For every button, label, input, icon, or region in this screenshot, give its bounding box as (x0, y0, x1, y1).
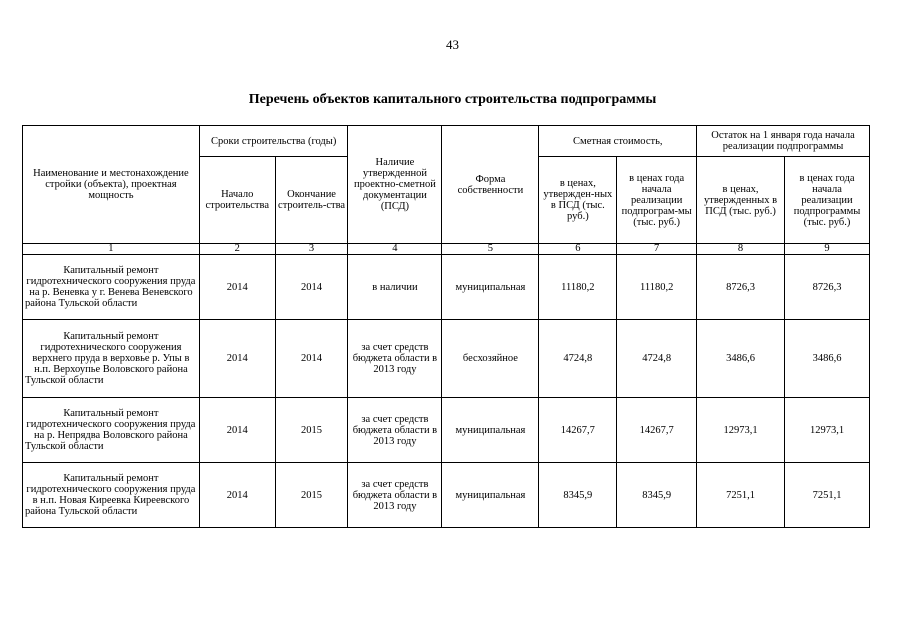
column-number: 8 (697, 244, 785, 255)
cost-current-cell: 8345,9 (617, 463, 697, 528)
header-cost-approved: в ценах, утвержден-ных в ПСД (тыс. руб.) (539, 157, 617, 244)
ownership-cell: муниципальная (442, 255, 539, 320)
header-name: Наименование и местонахождение стройки (объекта), проектная мощность (23, 126, 200, 244)
column-number: 4 (348, 244, 442, 255)
psd-cell: за счет средств бюджета области в 2013 году (348, 463, 442, 528)
header-remain-current: в ценах года начала реализации подпрограммы (тыс. руб.) (785, 157, 870, 244)
object-name-cell: Капитальный ремонт гидротехнического сооружения верхнего пруда в верховье р. Упы в н.п. Верхоупье Воловского района Тульской области (23, 320, 200, 398)
object-name-cell: Капитальный ремонт гидротехнического сооружения пруда в н.п. Новая Киреевка Киреевского района Тульской области (23, 463, 200, 528)
header-terms-group: Сроки строительства (годы) (199, 126, 348, 157)
header-remain-approved: в ценах, утвержденных в ПСД (тыс. руб.) (697, 157, 785, 244)
table-header (23, 126, 870, 255)
table-row (23, 320, 870, 398)
remain-current-cell: 12973,1 (785, 398, 870, 463)
header-remain-group: Остаток на 1 января года начала реализации подпрограммы (697, 126, 870, 157)
cost-approved-cell: 11180,2 (539, 255, 617, 320)
column-number: 2 (199, 244, 275, 255)
remain-current-cell: 3486,6 (785, 320, 870, 398)
end-year-cell: 2015 (275, 398, 348, 463)
object-name-cell: Капитальный ремонт гидротехнического сооружения пруда на р. Непрядва Воловского района Тульской области (23, 398, 200, 463)
column-number: 9 (785, 244, 870, 255)
start-year-cell: 2014 (199, 255, 275, 320)
start-year-cell: 2014 (199, 463, 275, 528)
psd-cell: в наличии (348, 255, 442, 320)
table-body (23, 255, 870, 528)
column-number: 3 (275, 244, 348, 255)
cost-current-cell: 14267,7 (617, 398, 697, 463)
ownership-cell: муниципальная (442, 463, 539, 528)
end-year-cell: 2014 (275, 255, 348, 320)
header-psd: Наличие утвержденной проектно-сметной документации (ПСД) (348, 126, 442, 244)
column-number: 1 (23, 244, 200, 255)
cost-current-cell: 11180,2 (617, 255, 697, 320)
header-start: Начало строительства (199, 157, 275, 244)
cost-current-cell: 4724,8 (617, 320, 697, 398)
header-ownership: Форма собственности (442, 126, 539, 244)
psd-cell: за счет средств бюджета области в 2013 году (348, 320, 442, 398)
remain-approved-cell: 3486,6 (697, 320, 785, 398)
start-year-cell: 2014 (199, 398, 275, 463)
remain-approved-cell: 7251,1 (697, 463, 785, 528)
cost-approved-cell: 14267,7 (539, 398, 617, 463)
table-row (23, 463, 870, 528)
table-row (23, 255, 870, 320)
page-title: Перечень объектов капитального строительства подпрограммы (248, 92, 657, 107)
header-cost-group: Сметная стоимость, (539, 126, 697, 157)
cost-approved-cell: 8345,9 (539, 463, 617, 528)
psd-cell: за счет средств бюджета области в 2013 году (348, 398, 442, 463)
ownership-cell: бесхозяйное (442, 320, 539, 398)
capital-objects-table (22, 125, 870, 528)
ownership-cell: муниципальная (442, 398, 539, 463)
object-name-cell: Капитальный ремонт гидротехнического сооружения пруда на р. Веневка у г. Венева Веневского района Тульской области (23, 255, 200, 320)
column-number: 5 (442, 244, 539, 255)
remain-current-cell: 7251,1 (785, 463, 870, 528)
page-number: 43 (446, 37, 459, 52)
column-number: 6 (539, 244, 617, 255)
remain-approved-cell: 12973,1 (697, 398, 785, 463)
start-year-cell: 2014 (199, 320, 275, 398)
column-number: 7 (617, 244, 697, 255)
end-year-cell: 2014 (275, 320, 348, 398)
cost-approved-cell: 4724,8 (539, 320, 617, 398)
column-number-row (23, 244, 870, 255)
end-year-cell: 2015 (275, 463, 348, 528)
header-end: Окончание строитель-ства (275, 157, 348, 244)
table-row (23, 398, 870, 463)
header-cost-current: в ценах года начала реализации подпрограм-мы (тыс. руб.) (617, 157, 697, 244)
remain-current-cell: 8726,3 (785, 255, 870, 320)
remain-approved-cell: 8726,3 (697, 255, 785, 320)
